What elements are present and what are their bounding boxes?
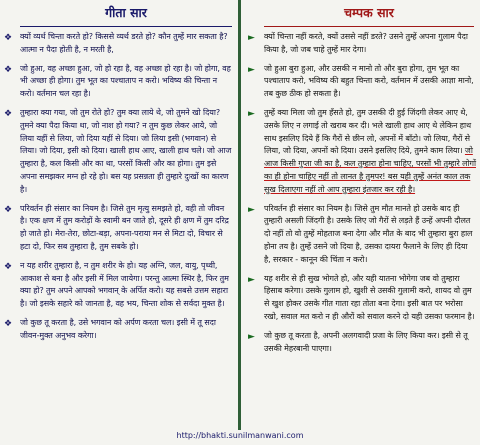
column-divider [238,0,241,430]
champak-item [244,31,480,57]
arrow-right-icon: ► [248,204,255,215]
gita-item [0,63,236,101]
gita-saar-column [0,0,236,349]
champak-item-text: जो कुछ तू करता है, अपनी अलगवादी प्रजा के लिए किया कर। इसी से तू उसकी मेहरबानी पाएगा। [264,330,468,353]
gita-item [0,31,236,57]
arrow-right-icon: ► [248,331,255,342]
diamond-bullet-icon: ❖ [4,64,13,75]
arrow-right-icon: ► [248,274,255,285]
champak-saar-column [244,0,480,361]
gita-item-text: परिवर्तन ही संसार का नियम है। जिसे तुम मृत्यु समझते हो, वही तो जीवन है। एक क्षण में तुम करोड़ों के स्वामी बन जाते हो, दूसरे ही क्षण में तुम दरिद्र हो जाते हो। मेरा-तेरा, छोटा-बड़ा, अपना-पराया मन से मिटा दो, विचार से हटा दो, फिर सब तुम्हारा है, तुम सबके हो। [20,203,229,251]
gita-item-text: न यह शरीर तुम्हारा है, न तुम शरीर के हो। यह अग्नि, जल, वायु, पृथ्वी, आकाश से बना है और इसी में मिल जायेगा। परन्तु आत्मा स्थिर है, फिर तुम क्या हो? तुम अपने आपको भगवान् के अर्पित करो। यह सबसे उत्तम सहारा है। जो इसके सहारे को जानता है, वह भय, चिन्ता शोक से सर्वदा मुक्त है। [20,260,229,309]
diamond-bullet-icon: ❖ [4,318,13,329]
champak-item [244,203,480,267]
champak-item-text: परिवर्तन ही संसार का नियम है। जिसे तुम मौत मानते हो उसके बाद ही तुम्हारी असली जिंदगी है। उसके लिए जो गैरों से लड़ते हैं उन्हें अपनी दौलत दो नहीं तो वो तुम्हें मोहताज बना देगा और मौत के बाद भी तुम्हारा बुरा हाल होना तय है। तुम्हें उसने जो दिया है, उसका दायरा फैलाने के लिए ही दिया है, सरकार - कानून की चिंता न करो। [264,203,473,264]
gita-item [0,317,236,343]
champak-item-text: क्यों चिन्ता नहीं करते, क्यों उससे नहीं डरते? उसने तुम्हें अपना गुलाम पैदा किया है, जो जब चाहे तुम्हें मार देगा। [264,32,468,54]
diamond-bullet-icon: ❖ [4,108,13,119]
gita-item [0,107,236,197]
champak-item-text: यह शरीर से ही सुख भोगते हो, और यही यातना भोगेगा जब वो तुम्हारा हिसाब करेगा। उसके गुलाम हो, खुशी से उसकी गुलामी करो, शायद वो तुम से खुश होकर उसके गीत गाता रहा तोता बना देगा। इसी बात पर भरोसा रखो, सवाल मत करो न ही औरों को सवाल करने दो यही उसका फरमान है। [264,273,475,321]
champak-item [244,330,480,356]
champak-item-text-part: तुम्हें क्या मिला जो तुम हँसते हो, तुम उसकी दी हुई जिंदगी लेकर आए थे, उसके लिए न लगाई तो खराब कर दी। भले खाली हाथ आए थे लेकिन हाथ साथ इसलिए दिये हैं कि गैरों से छीन लो, अपनों में बाँटो। जो लिया, गैरों से लिया, जो दिया, अपनों को दिया। उसने इसलिए दिये, तुमने काम लिया। [264,107,471,156]
diamond-bullet-icon: ❖ [4,33,13,43]
diamond-bullet-icon: ❖ [4,204,13,215]
diamond-bullet-icon: ❖ [4,261,13,272]
champak-item-text: जो हुआ बुरा हुआ, और उसकी न मानो तो और बुरा होगा, तुम भूत का पश्चाताप करो, भविष्य की बहुत चिन्ता करो, वर्तमान में उसकी आज्ञा मानो, तब कुछ ठीक हो सकता है। [264,63,474,99]
champak-item [244,273,480,324]
champak-item [244,107,480,197]
gita-item [0,260,236,311]
gita-item-text: क्यों व्यर्थ चिन्ता करते हो? किससे व्यर्थ डरते हो? कौन तुम्हें मार सकता है? आत्मा न पैदा होती है, न मरती है, [20,32,228,54]
gita-saar-title: गीता सार [20,0,232,27]
arrow-right-icon: ► [248,64,255,75]
gita-item [0,203,236,254]
footer-url: http://bhakti.sunilmanwani.com [176,431,304,440]
gita-item-text: जो कुछ तू करता है, उसे भगवान को अर्पण करता चल। इसी में तू सदा जीवन-मुक्त अनुभव करेगा। [20,317,216,340]
arrow-right-icon: ► [248,108,255,119]
gita-item-text: तुम्हारा क्या गया, जो तुम रोते हो? तुम क्या लाये थे, जो तुमने खो दिया? तुमने क्या पैदा किया था, जो नाश हो गया? न तुम कुछ लेकर आये, जो लिया यहीं से लिया, जो दिया यहीं से दिया। जो लिया इसी (भगवान) से लिया। जो दिया, इसी को दिया। खाली हाथ आए, खाली हाथ चले। जो आज तुम्हारा है, कल किसी और का था, परसों किसी और का होगा। तुम इसे अपना समझकर मग्न हो रहे हो। बस यह प्रसन्नता ही तुम्हारे दुःखों का कारण है। [20,107,232,194]
arrow-right-icon: ► [248,33,255,43]
gita-item-text: जो हुआ, वह अच्छा हुआ, जो हो रहा है, वह अच्छा हो रहा है। जो होगा, वह भी अच्छा ही होगा। तुम भूत का पश्चाताप न करो। भविष्य की चिन्ता न करो। वर्तमान चल रहा है। [20,63,231,99]
champak-saar-title: चम्पक सार [264,0,474,27]
champak-item-text [264,107,476,197]
champak-item [244,63,480,101]
champak-underlined-text: जो आज किसी गुप्ता जी का है, कल तुम्हारा होना चाहिए, परसों भी तुम्हारे लोगों का ही होना चाहिए नहीं तो लानत है तुमपर! बस यही तुम्हें अनंत काल तक सुख दिलाएगा नहीं तो आप तुम्हारा इंतजार कर रही है। [264,146,476,194]
